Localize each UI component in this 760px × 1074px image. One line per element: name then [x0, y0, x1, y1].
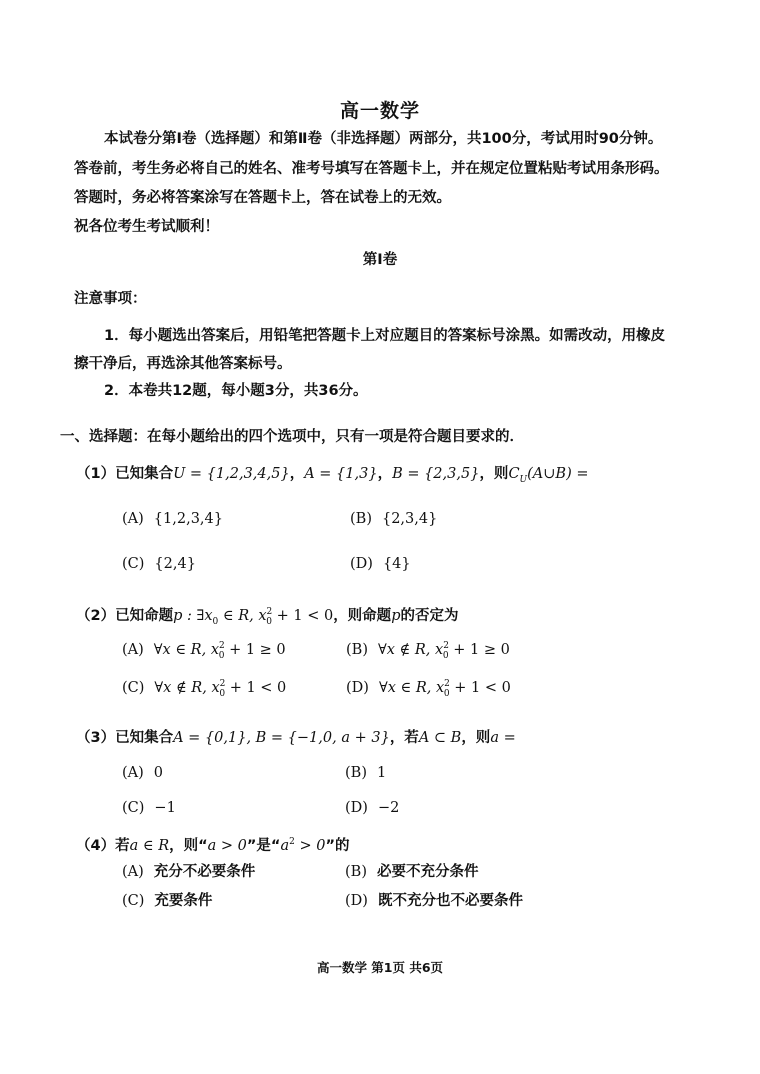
q2-option-a[interactable] [122, 641, 286, 661]
subscript: 0 [442, 650, 449, 661]
superscript: 2 [443, 641, 449, 651]
question-number: （4） [76, 838, 116, 854]
question-number: （1） [76, 466, 116, 482]
subscript: 0 [219, 688, 226, 699]
option-label: (D) [345, 800, 368, 816]
note-1-line-2: 擦干净后，再选涂其他答案标号。 [74, 356, 292, 372]
question-4 [76, 834, 349, 855]
option-label: (D) [346, 679, 369, 696]
option-text: + 1 < 0 [449, 679, 511, 696]
option-label: (B) [350, 511, 372, 527]
option-label: (B) [345, 765, 367, 781]
option-text: 充分不必要条件 [153, 864, 256, 880]
option-label: (A) [122, 511, 144, 527]
option-text: ∀x ∈ R, x [153, 641, 219, 658]
option-text: {2,4} [154, 556, 196, 572]
intro-line-4: 祝各位考生考试顺利！ [74, 219, 219, 235]
condition-1: a > 0 [207, 838, 247, 854]
option-label: (C) [122, 556, 145, 572]
intro-line-1: 本试卷分第Ⅰ卷（选择题）和第Ⅱ卷（非选择题）两部分，共100分，考试用时90分钟。 [104, 131, 663, 147]
notes-heading: 注意事项： [74, 291, 147, 307]
option-label: (D) [350, 556, 373, 572]
option-text: −2 [377, 800, 400, 816]
subscript: 0 [266, 616, 272, 627]
question-stem: ，则“ [169, 838, 208, 854]
option-label: (B) [345, 864, 367, 880]
section-title: 第Ⅰ卷 [362, 252, 398, 268]
question-stem: 已知集合 [115, 730, 174, 746]
set-b: B = {2,3,5} [392, 466, 480, 482]
complement-symbol: C [508, 466, 520, 482]
option-label: (B) [346, 641, 368, 658]
question-3 [76, 726, 516, 747]
q1-option-b[interactable] [350, 511, 437, 527]
q4-option-d[interactable] [345, 889, 523, 910]
q1-option-a[interactable] [122, 511, 223, 527]
condition: a ∈ R [129, 838, 170, 854]
option-label: (A) [122, 765, 144, 781]
proposition: ∈ R, x [218, 608, 267, 624]
question-stem: ”是“ [246, 838, 281, 854]
question-stem: 的否定为 [400, 608, 459, 624]
option-text: + 1 ≥ 0 [224, 641, 286, 658]
option-text: 必要不充分条件 [376, 864, 479, 880]
subscript: 0 [443, 688, 450, 699]
note-2: 2．本卷共12题，每小题3分，共36分。 [104, 383, 368, 399]
option-text: ∀x ∉ R, x [154, 679, 220, 696]
option-text: {1,2,3,4} [153, 511, 223, 527]
q2-option-b[interactable] [346, 641, 510, 661]
question-2 [76, 604, 458, 627]
superscript: 2 [289, 837, 295, 848]
q4-option-c[interactable] [122, 889, 212, 910]
option-label: (A) [122, 641, 144, 658]
question-stem: 若 [115, 838, 130, 854]
q3-option-b[interactable] [345, 765, 386, 781]
option-text: 充要条件 [154, 893, 213, 909]
superscript: 2 [266, 607, 273, 618]
option-text: ∀x ∈ R, x [378, 679, 445, 696]
complement-expression: (A∪B) = [527, 466, 589, 482]
option-text: + 1 ≥ 0 [448, 641, 510, 658]
q3-option-c[interactable] [122, 800, 176, 816]
intro-line-3: 答题时，务必将答案涂写在答题卡上，答在试卷上的无效。 [74, 190, 451, 206]
q3-option-a[interactable] [122, 765, 163, 781]
subscript: 0 [218, 650, 225, 661]
question-number: （3） [76, 730, 116, 746]
set-u: U = {1,2,3,4,5} [173, 466, 290, 482]
page-footer: 高一数学 第1页 共6页 [316, 960, 444, 975]
subscript: 0 [212, 616, 219, 627]
proposition: p : ∃x [173, 608, 213, 624]
question-stem: ，若 [389, 730, 419, 746]
target-variable: a = [490, 730, 516, 746]
question-stem: ”的 [325, 838, 350, 854]
separator: ， [377, 466, 393, 482]
note-1-line-1: 1．每小题选出答案后，用铅笔把答题卡上对应题目的答案标号涂黑。如需改动，用橡皮 [104, 328, 666, 344]
proposition-symbol: p [391, 608, 401, 624]
option-label: (C) [122, 679, 145, 696]
q2-option-d[interactable] [346, 679, 511, 699]
option-text: {2,3,4} [381, 511, 438, 527]
set-definitions: A = {0,1}, B = {−1,0, a + 3} [173, 730, 390, 746]
option-text: 既不充分也不必要条件 [377, 893, 523, 909]
q4-option-b[interactable] [345, 860, 478, 881]
question-stem: ，则命题 [333, 608, 392, 624]
question-stem: ，则 [479, 466, 509, 482]
subset-condition: A ⊂ B [418, 730, 462, 746]
option-label: (D) [345, 893, 368, 909]
condition-2: > 0 [294, 838, 326, 854]
intro-line-2: 答卷前，考生务必将自己的姓名、准考号填写在答题卡上，并在规定位置粘贴考试用条形码。 [74, 161, 669, 177]
option-text: + 1 < 0 [225, 679, 287, 696]
condition-2: a [280, 838, 290, 854]
option-text: −1 [154, 800, 176, 816]
option-text: ∀x ∉ R, x [377, 641, 444, 658]
q3-option-d[interactable] [345, 800, 399, 816]
question-stem: 已知命题 [115, 608, 174, 624]
option-text: {4} [382, 556, 411, 572]
q1-option-c[interactable] [122, 556, 196, 572]
q4-option-a[interactable] [122, 860, 255, 881]
option-label: (A) [122, 864, 144, 880]
separator: ， [289, 466, 305, 482]
question-stem: 已知集合 [115, 466, 174, 482]
question-number: （2） [76, 608, 116, 624]
complement-subscript: U [519, 474, 528, 485]
question-1 [76, 462, 589, 485]
option-label: (C) [122, 800, 145, 816]
proposition: + 1 < 0 [272, 608, 334, 624]
part-heading: 一、选择题：在每小题给出的四个选项中，只有一项是符合题目要求的． [60, 429, 524, 445]
q1-option-d[interactable] [350, 556, 411, 572]
option-label: (C) [122, 893, 145, 909]
set-a: A = {1,3} [304, 466, 378, 482]
q2-option-c[interactable] [122, 679, 286, 699]
option-text: 0 [153, 765, 164, 781]
superscript: 2 [444, 679, 450, 689]
option-text: 1 [376, 765, 387, 781]
superscript: 2 [219, 679, 226, 689]
superscript: 2 [219, 641, 225, 651]
page-title: 高一数学 [339, 100, 420, 122]
question-stem: ，则 [461, 730, 491, 746]
